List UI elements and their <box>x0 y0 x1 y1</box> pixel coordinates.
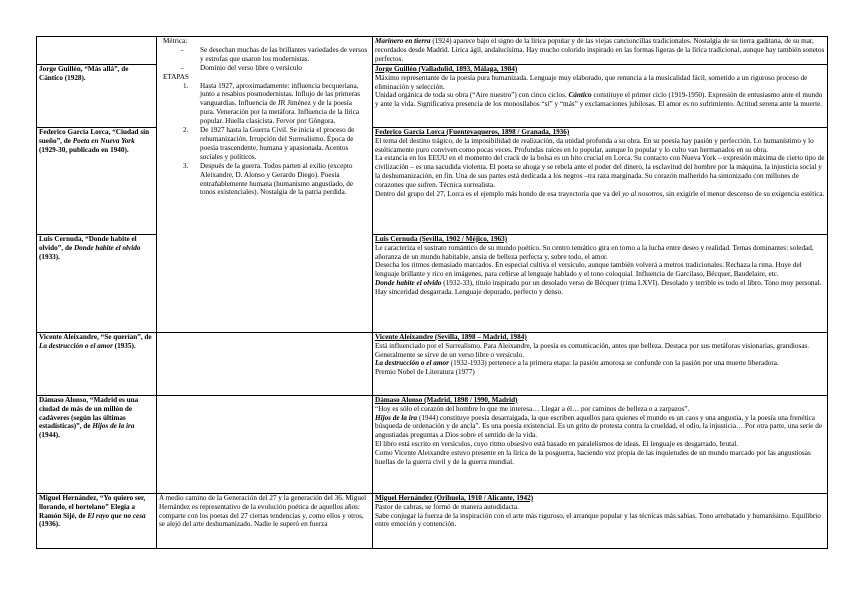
general-info-cell <box>157 37 373 333</box>
table-row <box>37 127 828 234</box>
table-row <box>37 234 828 332</box>
lorca-heading: Federico García Lorca (Fuentevaqueros, 1898 / Granada, 1936) <box>375 127 570 136</box>
cernuda-heading: Luis Cernuda (Sevilla, 1902 / Méjico, 1963) <box>375 234 508 243</box>
list-item: 1. Hasta 1927, aproximadamente: influencia becqueriana, junto a resabios posmodernistas. Influjo de las primeras vanguardias. Influencia de JR Jiménez y de la poesía pura. Veneración por la metáfora. Influencia de la lírica popular. Huella clasicista. Fervor por Góngora. <box>183 81 361 126</box>
miguel-heading: Miguel Hernández (Orihuela, 1910 / Alicante, 1942) <box>375 493 534 502</box>
guillen-cell: Jorge Guillén (Valladolid, 1893, Málaga, 1984) Máximo representante de la poesía pura humanizada. Lenguaje muy elaborado, que renuncia a la musicalidad fácil, sometido a un riguroso proceso de eliminación y selección. Unidad orgánica de toda su obra (“Aire nuestro”) con cinco ciclos. Cántico constituye el primer ciclo (1919-1950). Expresión de entusiasmo ante el mundo y ante la vida. Significativa presencia de los monosílabos “sí” y “más” y exclamaciones jubilosas. El amor es no sufrimiento. Actitud serena ante la muerte. <box>373 64 828 127</box>
guillen-heading: Jorge Guillén (Valladolid, 1893, Málaga, 1984) <box>375 64 518 73</box>
table-row <box>37 332 828 395</box>
author-cernuda: Luis Cernuda, “Donde habite el olvido”, de Donde habite el olvido (1933). <box>37 234 157 332</box>
author-aleixandre: Vicente Aleixandre, “Se querían”, de La destrucción o el amor (1935). <box>37 332 157 395</box>
author-guillen: Jorge Guillén, “Más allá”, de Cántico (1928). <box>37 64 157 127</box>
table-row <box>37 64 828 127</box>
aleixandre-heading: Vicente Aleixandre (Sevilla, 1898 – Madrid, 1984) <box>375 332 527 341</box>
table-row <box>37 37 828 65</box>
aleixandre-cell: Vicente Aleixandre (Sevilla, 1898 – Madrid, 1984) Está influenciado por el Surrealismo. Para Aleixandre, la poesía es comunicación, antes que belleza. Destaca por sus metáforas visionarias, grandiosas. Generalmente se sirve de un verso libre o versículo. La destrucción o el amor (1932-1933) pertenece a la primera etapa: la pasión amorosa se confunde con la pasión por una muerte liberadora. Premio Nobel de Literatura (1977) <box>373 332 828 395</box>
miguel-generation-cell: A medio camino de la Generación del 27 y la generación del 36. Miguel Hernández es representativo de la evolución poética de aquellos años: comparte con los poetas del 27 ciertas tendencias y, como ellos y otros, se alejó del arte deshumanizado. Nadie le superó en fuerza <box>157 493 373 548</box>
damaso-cell: Dámaso Alonso (Madrid, 1898 / 1990, Madrid) “Hoy es sólo el corazón del hombre lo que me interesa… Llegar a él… por caminos de belleza o a zarpazos”. Hijos de la ira (1944) constituye poesía desarraigada, la que escriben aquellos para quienes el mundo es un caos y una angustia, y la poesía una frenética búsqueda de ordenación y de ancla”. Es una poesía existencial. Es un grito de protesta contra la crueldad, el odio, la injusticia… Por otra parte, una serie de angustiadas preguntas a Dios sobre el sentido de la vida. El libro está escrito en versículos, cuyo ritmo obsesivo está basado en paralelismos de ideas. El lenguaje es desgarrado, brutal. Como Vicente Aleixandre estuvo presente en la lírica de la posguerra, haciendo voz propia de las inquietudes de un mundo marcado por las angustiosas huellas de la guerra civil y de la guerra mundial. <box>373 395 828 493</box>
empty-cell <box>37 37 157 65</box>
literature-table <box>36 36 828 549</box>
metrica-list <box>163 46 368 73</box>
empty-cell <box>157 332 373 395</box>
intro-cell: Marinero en tierra (1924) aparece bajo el signo de la lírica popular y de las viejas cancioncillas tradicionales. Nostalgia de su tierra gaditana, de su mar, recordados desde Madrid. Lírica ágil, andalucísima. Hay mucho colorido inspirado en las formas ligeras de la lírica tradicional, aunque hay también sonetos perfectos. <box>373 37 828 65</box>
list-item: 2. De 1927 hasta la Guerra Civil. Se inicia el proceso de rehumanización. Irrupción del Surrealismo. Época de poesía trascendente, humana y apasionada. Acentos sociales y políticos. <box>183 126 355 161</box>
etapas-list <box>163 82 368 198</box>
cernuda-cell: Luis Cernuda (Sevilla, 1902 / Méjico, 1963) Le caracteriza el sustrato romántico de su mundo poético. Su centro temático gira en torno a la lucha entre deseo y realidad. Temas dominantes: soledad, añoranza de un mundo habitable, ansia de belleza perfecta y, sobre todo, el amor. Desecha los ritmos demasiado marcados. En especial cultiva el versículo, aunque también volverá a metros tradicionales. Rechaza la rima. Huye del lenguaje brillante y rico en imágenes, para ceñirse al lenguaje hablado y el tono coloquial. Influencia de Garcilaso, Bécquer, Baudelaire, etc. Donde habite el olvido (1932-33), título inspirado por un desolado verso de Bécquer (rima LXVI). Desolado y terrible es todo el libro. Tono muy personal. Hay sinceridad desgarrada. Lenguaje depurado, perfecto y denso. <box>373 234 828 332</box>
list-item: 3. Después de la guerra. Todos parten al exilio (excepto Aleixandre, D. Alonso y Gerardo Diego). Poesía entrañablemente humana (humanismo angustiado, de tonos existenciales). Nostalgia de la patria perdida. <box>183 161 354 197</box>
list-item: - Se desechan muchas de las brillantes variedades de versos y estrofas que usaron los modernistas. <box>181 45 368 63</box>
lorca-cell: Federico García Lorca (Fuentevaqueros, 1898 / Granada, 1936) El tema del destino trágico, de la imposibilidad de realización, da unidad profunda a su obra. En su poesía hay pasión y perfección. Lo humanístimo y lo estéticamente puro conviven como pocas veces. Profundas raíces en lo popular, aunque lo popular y lo culto van hermanados en su obra. La estancia en los EEUU en el momento del crack de la bolsa es un hito crucial en Lorca. Su contacto con Nueva York – expresión máxima de cierto tipo de civilización – es una sacudida violenta. El poeta se ahoga y se rebela ante el poder del dinero, la esclavitud del hombre por la máquina, la injusticia social y la deshumanización, en fin. Una de sus partes está dedicada a los negros –tra raza marginada. Su corazón malherido ha sintonizado con millones de corazones que sufren. Técnica surrealista. Dentro del grupo del 27, Lorca es el ejemplo más hondo de esa trayectoria que va del yo al nosotros, sin exigirle el menor descenso de su exigencia estética. <box>373 127 828 234</box>
intro-title: Marinero en tierra <box>375 37 431 45</box>
damaso-heading: Dámaso Alonso (Madrid, 1898 / 1990, Madrid) <box>375 395 518 404</box>
metrica-label: Métrica: <box>163 37 188 45</box>
list-item: - Dominio del verso libre o versículo <box>181 63 303 72</box>
table-row <box>37 395 828 493</box>
empty-cell <box>157 395 373 493</box>
table-row <box>37 493 828 548</box>
author-lorca: Federico García Lorca, “Ciudad sin sueño”, de Poeta en Nueva York (1929-30, publicado en 1940). <box>37 127 157 234</box>
miguel-cell: Miguel Hernández (Orihuela, 1910 / Alicante, 1942) Pastor de cabras, se formó de manera autodidacta. Sabe conjugar la fuerza de la inspiración con el arte más riguroso, el arranque popular y las técnicas más sabias. Tono arrebatado y humanísimo. Equilibrio entre emoción y contención. <box>373 493 828 548</box>
author-damaso: Dámaso Alonso, “Madrid es una ciudad de más de un millón de cadáveres (según las últimas estadísticas)”, de Hijos de la ira (1944). <box>37 395 157 493</box>
author-miguel: Miguel Hernández, “Yo quiero ser, llorando, el hortelano” Elegía a Ramón Sijé, de El rayo que no cesa (1936). <box>37 493 157 548</box>
etapas-label: ETAPAS <box>163 72 189 81</box>
